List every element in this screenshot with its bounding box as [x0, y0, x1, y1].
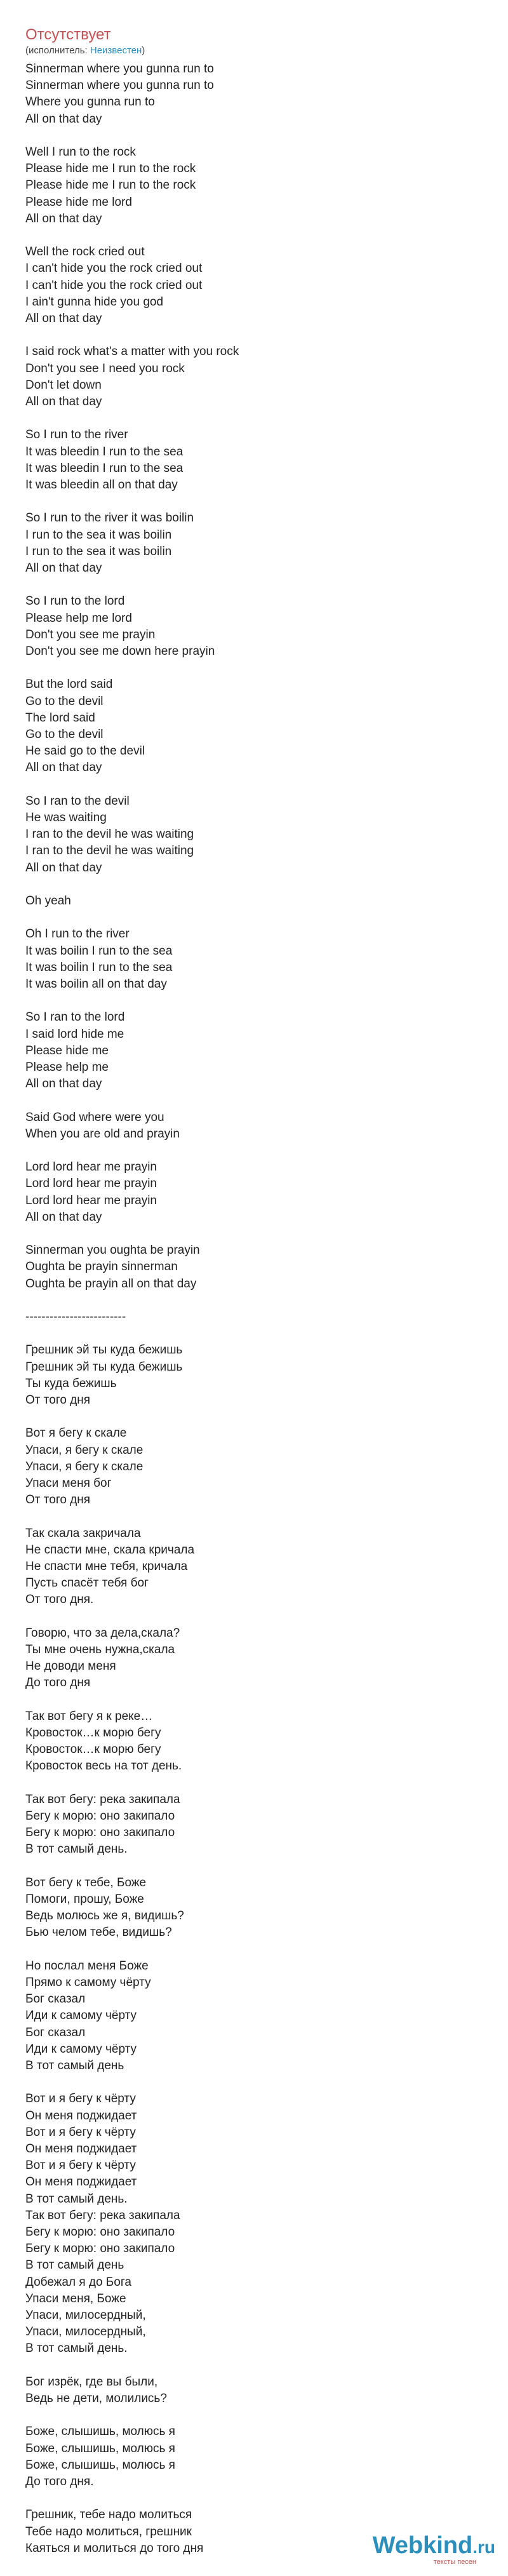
lyric-line: Please hide me lord	[25, 195, 132, 209]
stanza-gap	[25, 2358, 483, 2374]
lyric-line: Пусть спасёт тебя бог	[25, 1576, 149, 1590]
lyric-line: Lord lord hear me prayin	[25, 1160, 157, 1174]
stanza-gap	[25, 1409, 483, 1425]
lyric-line: It was boilin all on that day	[25, 977, 167, 991]
lyric-line: Sinnerman where you gunna run to	[25, 62, 214, 76]
stanza-gap	[25, 2490, 483, 2507]
stanza-gap	[25, 1226, 483, 1242]
lyric-line: Грешник эй ты куда бежишь	[25, 1360, 183, 1374]
lyric-line: Don't let down	[25, 378, 102, 392]
lyric-line: Well I run to the rock	[25, 145, 136, 159]
lyric-line: So I run to the river	[25, 428, 128, 442]
lyric-line: Go to the devil	[25, 728, 104, 742]
stanza-gap	[25, 1858, 483, 1875]
lyric-line: All on that day	[25, 861, 102, 875]
lyric-line: Вот и я бегу к чёрту	[25, 2159, 136, 2173]
lyric-line: So I ran to the lord	[25, 1010, 125, 1024]
lyric-line: Oh yeah	[25, 894, 71, 908]
lyric-line: Упаси меня, Боже	[25, 2291, 126, 2305]
lyrics-body	[25, 61, 483, 2557]
lyric-line: Упаси, я бегу к скале	[25, 1459, 144, 1473]
lyric-line: Тебе надо молиться, грешник	[25, 2525, 192, 2539]
lyric-line: It was boilin I run to the sea	[25, 960, 173, 974]
lyric-line: I run to the sea it was boilin	[25, 544, 172, 558]
stanza-gap	[25, 2074, 483, 2091]
lyric-line: Oh I run to the river	[25, 927, 130, 941]
lyric-line: Боже, слышишь, молюсь я	[25, 2425, 175, 2439]
lyric-line: В тот самый день.	[25, 2192, 128, 2206]
lyric-line: До того дня	[25, 1676, 91, 1690]
lyric-line: Но послал меня Боже	[25, 1959, 149, 1973]
lyric-line: Бог сказал	[25, 1992, 86, 2006]
lyric-line: All on that day	[25, 312, 102, 326]
stanza-gap	[25, 1692, 483, 1708]
lyric-line: Добежал я до Бога	[25, 2275, 131, 2289]
lyric-line: Упаси, я бегу к скале	[25, 1443, 144, 1457]
stanza-gap	[25, 1775, 483, 1792]
stanza-gap	[25, 577, 483, 593]
stanza-gap	[25, 777, 483, 793]
page-title: Отсутствует	[25, 26, 111, 43]
lyric-line: I run to the sea it was boilin	[25, 528, 172, 542]
lyric-line: All on that day	[25, 761, 102, 775]
lyric-line: Так скала закричала	[25, 1526, 141, 1540]
lyric-line: Он меня поджидает	[25, 2109, 137, 2123]
lyric-line: Так вот бегу: река закипала	[25, 2208, 180, 2222]
lyric-line: Бог сказал	[25, 2025, 86, 2039]
stanza-gap	[25, 1325, 483, 1342]
logo-tld: .ru	[472, 2537, 495, 2557]
lyric-line: So I run to the lord	[25, 594, 125, 608]
stanza-gap	[25, 128, 483, 144]
lyric-line: Go to the devil	[25, 694, 104, 708]
lyric-line: Упаси меня бог	[25, 1477, 112, 1490]
lyric-line: He said go to the devil	[25, 744, 145, 758]
lyric-line: Where you gunna run to	[25, 95, 155, 109]
logo-tagline: тексты песен	[433, 2558, 476, 2566]
lyric-line: Don't you see me prayin	[25, 627, 156, 641]
artist-suffix: )	[142, 45, 145, 56]
lyric-line: Ты куда бежишь	[25, 1376, 117, 1390]
stanza-gap	[25, 1092, 483, 1109]
lyric-line: Lord lord hear me prayin	[25, 1193, 157, 1207]
stanza-gap	[25, 660, 483, 676]
logo-main-text: Webkind	[372, 2532, 473, 2559]
lyric-line: All on that day	[25, 561, 102, 575]
lyric-line: Please hide me I run to the rock	[25, 178, 196, 192]
lyric-line: Боже, слышишь, молюсь я	[25, 2458, 175, 2472]
lyric-line: Please help me	[25, 1061, 109, 1075]
stanza-gap	[25, 1143, 483, 1159]
logo-wordmark	[373, 2532, 495, 2561]
lyric-line: All on that day	[25, 395, 102, 409]
lyric-line: I said lord hide me	[25, 1027, 124, 1041]
lyric-line: All on that day	[25, 1077, 102, 1091]
lyric-line: Бог изрёк, где вы были,	[25, 2375, 158, 2389]
artist-line	[25, 44, 483, 57]
lyric-line: Please hide me I run to the rock	[25, 162, 196, 176]
lyric-line: Don't you see I need you rock	[25, 361, 185, 375]
lyric-line: It was bleedin all on that day	[25, 478, 178, 492]
lyric-line: Бью челом тебе, видишь?	[25, 1926, 172, 1940]
lyric-line: -------------------------	[25, 1310, 126, 1324]
lyric-line: Боже, слышишь, молюсь я	[25, 2441, 175, 2455]
stanza-gap	[25, 993, 483, 1009]
lyric-line: But the lord said	[25, 678, 113, 692]
lyric-line: Он меня поджидает	[25, 2175, 137, 2189]
stanza-gap	[25, 327, 483, 344]
lyric-line: Бегу к морю: оно закипало	[25, 2225, 175, 2239]
stanza-gap	[25, 493, 483, 510]
lyric-line: Вот бегу к тебе, Боже	[25, 1875, 147, 1889]
lyric-line: Иди к самому чёрту	[25, 2042, 137, 2056]
lyric-line: Не спасти мне, скала кричала	[25, 1543, 195, 1557]
lyric-line: All on that day	[25, 112, 102, 126]
lyric-line: Так вот бегу: река закипала	[25, 1792, 180, 1806]
stanza-gap	[25, 876, 483, 893]
stanza-gap	[25, 2407, 483, 2424]
stanza-gap	[25, 909, 483, 926]
lyric-line: So I ran to the devil	[25, 794, 130, 808]
lyric-line: All on that day	[25, 1210, 102, 1224]
lyric-line: Вот и я бегу к чёрту	[25, 2092, 136, 2106]
lyric-line: Помоги, прошу, Боже	[25, 1893, 144, 1906]
lyric-line: Упаси, милосердный,	[25, 2325, 146, 2339]
lyric-line: I ran to the devil he was waiting	[25, 844, 194, 858]
lyric-line: The lord said	[25, 711, 95, 725]
lyric-line: Said God where were you	[25, 1110, 164, 1124]
stanza-gap	[25, 227, 483, 244]
lyric-line: Вот я бегу к скале	[25, 1426, 127, 1440]
site-logo[interactable]	[373, 2532, 495, 2566]
lyric-line: В тот самый день.	[25, 1842, 128, 1856]
lyric-line: Oughta be prayin sinnerman	[25, 1260, 178, 1274]
lyric-line: Please help me lord	[25, 611, 132, 625]
lyric-line: All on that day	[25, 211, 102, 225]
lyric-line: Sinnerman where you gunna run to	[25, 79, 214, 93]
lyric-line: He was waiting	[25, 811, 107, 825]
lyric-line: Грешник, тебе надо молиться	[25, 2508, 192, 2522]
lyric-line: Бегу к морю: оно закипало	[25, 1809, 175, 1823]
lyric-line: Упаси, милосердный,	[25, 2309, 146, 2323]
lyric-line: От того дня	[25, 1493, 91, 1507]
lyric-line: Sinnerman you oughta be prayin	[25, 1244, 200, 1258]
lyric-line: Не доводи меня	[25, 1660, 116, 1674]
lyric-line: Говорю, что за дела,скала?	[25, 1626, 180, 1640]
artist-prefix: (исполнитель:	[25, 45, 90, 56]
lyric-line: It was bleedin I run to the sea	[25, 445, 184, 459]
lyric-line: Каяться и молиться до того дня	[25, 2541, 204, 2555]
lyric-line: Прямо к самому чёрту	[25, 1976, 151, 1989]
lyric-line: До того дня.	[25, 2475, 94, 2489]
lyric-line: Бегу к морю: оно закипало	[25, 2242, 175, 2256]
lyric-line: I can't hide you the rock cried out	[25, 262, 203, 276]
lyric-line: Не спасти мне тебя, кричала	[25, 1560, 188, 1573]
lyric-line: I said rock what's a matter with you rock	[25, 345, 239, 359]
lyric-line: Иди к самому чёрту	[25, 2009, 137, 2023]
lyric-line: Он меня поджидает	[25, 2142, 137, 2156]
lyric-line: Don't you see me down here prayin	[25, 645, 215, 659]
lyric-line: I ran to the devil he was waiting	[25, 828, 194, 842]
lyric-line: Ведь молюсь же я, видишь?	[25, 1909, 184, 1923]
lyric-line: When you are old and prayin	[25, 1127, 180, 1141]
lyric-line: Бегу к морю: оно закипало	[25, 1826, 175, 1840]
lyric-line: Кровосток…к морю бегу	[25, 1743, 161, 1757]
lyric-line: Ты мне очень нужна,скала	[25, 1643, 175, 1656]
lyric-line: Lord lord hear me prayin	[25, 1177, 157, 1191]
stanza-gap	[25, 1609, 483, 1625]
stanza-gap	[25, 410, 483, 427]
lyric-line: В тот самый день	[25, 2059, 124, 2073]
lyric-line: Кровосток весь на тот день.	[25, 1759, 182, 1773]
lyric-line: Ведь не дети, молились?	[25, 2392, 167, 2406]
lyric-line: В тот самый день.	[25, 2342, 128, 2356]
stanza-gap	[25, 1942, 483, 1958]
lyric-line: I ain't gunna hide you god	[25, 295, 164, 309]
lyric-line: It was boilin I run to the sea	[25, 944, 173, 958]
stanza-gap	[25, 1292, 483, 1309]
lyric-line: It was bleedin I run to the sea	[25, 461, 184, 475]
lyric-line: Так вот бегу я к реке…	[25, 1709, 153, 1723]
lyric-line: От того дня	[25, 1393, 91, 1407]
stanza-gap	[25, 1508, 483, 1525]
lyric-line: I can't hide you the rock cried out	[25, 278, 203, 292]
lyric-line: Кровосток…к морю бегу	[25, 1726, 161, 1740]
lyric-line: Вот и я бегу к чёрту	[25, 2125, 136, 2139]
lyric-line: Грешник эй ты куда бежишь	[25, 1343, 183, 1357]
artist-link[interactable]: Неизвестен	[90, 45, 142, 56]
lyric-line: So I run to the river it was boilin	[25, 511, 194, 525]
lyric-line: Oughta be prayin all on that day	[25, 1277, 197, 1291]
lyric-line: Please hide me	[25, 1043, 109, 1057]
lyric-line: Well the rock cried out	[25, 245, 145, 259]
lyric-line: От того дня.	[25, 1593, 94, 1607]
lyric-line: В тот самый день	[25, 2258, 124, 2272]
